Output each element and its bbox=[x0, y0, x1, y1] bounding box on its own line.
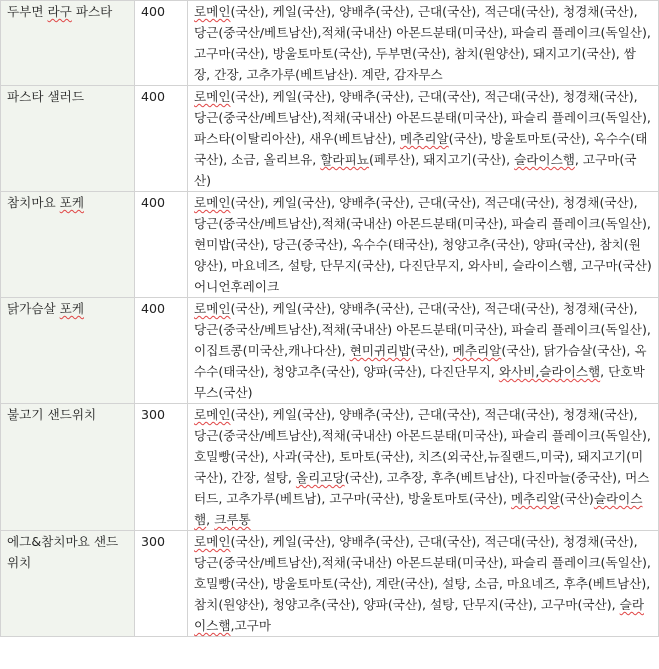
ingredient-text: (국산), 방울토마토(국산), 옥수수(태국산), 소금, 올리브유, bbox=[194, 131, 648, 167]
ingredient-text: (국산), 닭가슴살(국산), 옥수수(태국산), 청양고추(국산), 양파(국산), 다진단무지, bbox=[194, 343, 647, 379]
calorie-cell bbox=[135, 86, 188, 192]
spellcheck-flagged-text: 라구 bbox=[47, 4, 72, 19]
spellcheck-flagged-text: 슬라이스햄 bbox=[194, 491, 643, 527]
calorie-cell bbox=[135, 192, 188, 298]
menu-row bbox=[1, 298, 659, 404]
ingredient-text: (국산), 케일(국산), 양배추(국산), 근대(국산), 적근대(국산), 청경채(국산), 당근(중국산/베트남산),적채(국내산) 아몬드분태(미국산), 파슬리 플레이크(독일산), 호밀빵(국산), 사과(국산), 토마토(국산), 치즈(외국산,뉴질랜드,미국), 돼지고기(미국산), 간장, 설탕, bbox=[194, 407, 651, 485]
spellcheck-flagged-text: 로메인 bbox=[194, 301, 231, 316]
ingredient-text: (국산), 케일(국산), 양배추(국산), 근대(국산), 적근대(국산), 청경채(국산), 당근(중국산/베트남산),적채(국내산) 아몬드분태(미국산), 파슬리 플레이크(독일산), 현미밥(국산), 당근(중국산), 옥수수(태국산), 청양고추(국산), 양파(국산), 참치(원양산), 마요네즈, 설탕, 단무지(국산), 다진단무지, 와사비, 슬라이스햄, 고구마(국산)어니언후레이크 bbox=[194, 195, 652, 294]
menu-name-cell bbox=[1, 298, 135, 404]
spellcheck-flagged-text: 슬라이스햄 bbox=[514, 152, 575, 167]
menu-name-cell bbox=[1, 86, 135, 192]
calorie-value: 400 bbox=[141, 195, 166, 210]
ingredient-text: (국산), 고추장, 후추(베트남산), 다진마늘(중국산), 머스터드, 고추가루(베트남), 고구마(국산), 방울토마토(국산), bbox=[194, 470, 650, 506]
spellcheck-flagged-text: 로메인 bbox=[194, 89, 231, 104]
ingredients-cell bbox=[188, 404, 659, 531]
ingredients-cell bbox=[188, 192, 659, 298]
calorie-cell bbox=[135, 298, 188, 404]
menu-name-text: 두부면 bbox=[7, 4, 48, 19]
spellcheck-flagged-text: 메추리알 bbox=[399, 131, 449, 146]
ingredient-text: , 단호박무스(국산) bbox=[194, 364, 645, 400]
spellcheck-flagged-text: 메추리알 bbox=[510, 491, 560, 506]
spellcheck-flagged-text: 포케 bbox=[59, 301, 85, 316]
spellcheck-flagged-text: 현미귀리밥 bbox=[349, 343, 411, 358]
spellcheck-flagged-text: 로메인 bbox=[194, 195, 231, 210]
menu-row bbox=[1, 1, 659, 86]
calorie-cell bbox=[135, 531, 188, 637]
ingredients-cell bbox=[188, 1, 659, 86]
menu-name-text: 참치마요 bbox=[7, 195, 60, 210]
spellcheck-flagged-text: 로메인 bbox=[194, 534, 231, 549]
spellcheck-flagged-text: 슬라이스햄 bbox=[194, 597, 644, 633]
spellcheck-flagged-text: 포케 bbox=[59, 195, 85, 210]
ingredient-text: (국산), bbox=[410, 343, 453, 358]
menu-table-body bbox=[1, 1, 659, 637]
ingredients-cell bbox=[188, 531, 659, 637]
spellcheck-flagged-text: 할라피뇨 bbox=[320, 152, 369, 167]
menu-name-cell bbox=[1, 531, 135, 637]
menu-name-cell bbox=[1, 1, 135, 86]
menu-name-text: 파스타 샐러드 bbox=[7, 89, 84, 104]
menu-row bbox=[1, 192, 659, 298]
calorie-value: 400 bbox=[141, 301, 166, 316]
ingredients-cell bbox=[188, 86, 659, 192]
spellcheck-flagged-text: 로메인 bbox=[194, 407, 231, 422]
calorie-cell bbox=[135, 1, 188, 86]
ingredient-text: (국산), 케일(국산), 양배추(국산), 근대(국산), 적근대(국산), 청경채(국산), 당근(중국산/베트남산),적채(국내산) 아몬드분태(미국산), 파슬리 플레이크(독일산), 호밀빵(국산), 방울토마토(국산), 계란(국산), 설탕, 소금, 마요네즈, 후추(베트남산), 참치(원양산), 청양고추(국산), 양파(국산), 설탕, 단무지(국산), 고구마(국산), bbox=[194, 534, 651, 612]
calorie-value: 300 bbox=[141, 407, 166, 422]
calorie-value: 300 bbox=[141, 534, 166, 549]
ingredient-text: (페루산), 돼지고기(국산), bbox=[368, 152, 515, 167]
ingredient-text: , 고구마(국산) bbox=[194, 152, 637, 188]
menu-row bbox=[1, 404, 659, 531]
menu-name-text: 에그&참치마요 샌드위치 bbox=[7, 534, 119, 570]
ingredient-text: , bbox=[206, 512, 215, 527]
ingredient-text: ,고구마 bbox=[230, 618, 271, 633]
spellcheck-flagged-text: 로메인 bbox=[194, 4, 231, 19]
ingredient-text: (국산), 케일(국산), 양배추(국산), 근대(국산), 적근대(국산), 청경채(국산), 당근(중국산/베트남산),적채(국내산) 아몬드분태(미국산), 파슬리 플레이크(독일산), 파스타(이탈리아산), 새우(베트남산), bbox=[194, 89, 651, 146]
spellcheck-flagged-text: 올리고당 bbox=[295, 470, 345, 485]
menu-name-text: 닭가슴살 bbox=[7, 301, 60, 316]
calorie-cell bbox=[135, 404, 188, 531]
ingredient-text: (국산), 케일(국산), 양배추(국산), 근대(국산), 적근대(국산), 청경채(국산), 당근(중국산/베트남산),적채(국내산) 아몬드분태(미국산), 파슬리 플레이크(독일산), 이집트콩(미국산,캐나다산), bbox=[194, 301, 651, 358]
menu-name-text: 불고기 샌드위치 bbox=[7, 407, 97, 422]
menu-row bbox=[1, 531, 659, 637]
calorie-value: 400 bbox=[141, 4, 166, 19]
spellcheck-flagged-text: 와사비,슬라이스햄 bbox=[498, 364, 601, 379]
ingredient-text: (국산) bbox=[559, 491, 594, 506]
ingredient-text: (국산), 케일(국산), 양배추(국산), 근대(국산), 적근대(국산), 청경채(국산), 당근(중국산/베트남산),적채(국내산) 아몬드분태(미국산), 파슬리 플레이크(독일산), 고구마(국산), 방울토마토(국산), 두부면(국산), 참치(원양산), 돼지고기(국산), 쌈장, 간장, 고추가루(베트남산). 계란, 감자무스 bbox=[194, 4, 651, 82]
spellcheck-flagged-text: 메추리알 bbox=[452, 343, 502, 358]
menu-name-text: 파스타 bbox=[71, 4, 113, 19]
menu-name-cell bbox=[1, 404, 135, 531]
calorie-value: 400 bbox=[141, 89, 166, 104]
spellcheck-flagged-text: 크루통 bbox=[214, 512, 251, 527]
ingredients-cell bbox=[188, 298, 659, 404]
menu-name-cell bbox=[1, 192, 135, 298]
menu-row bbox=[1, 86, 659, 192]
